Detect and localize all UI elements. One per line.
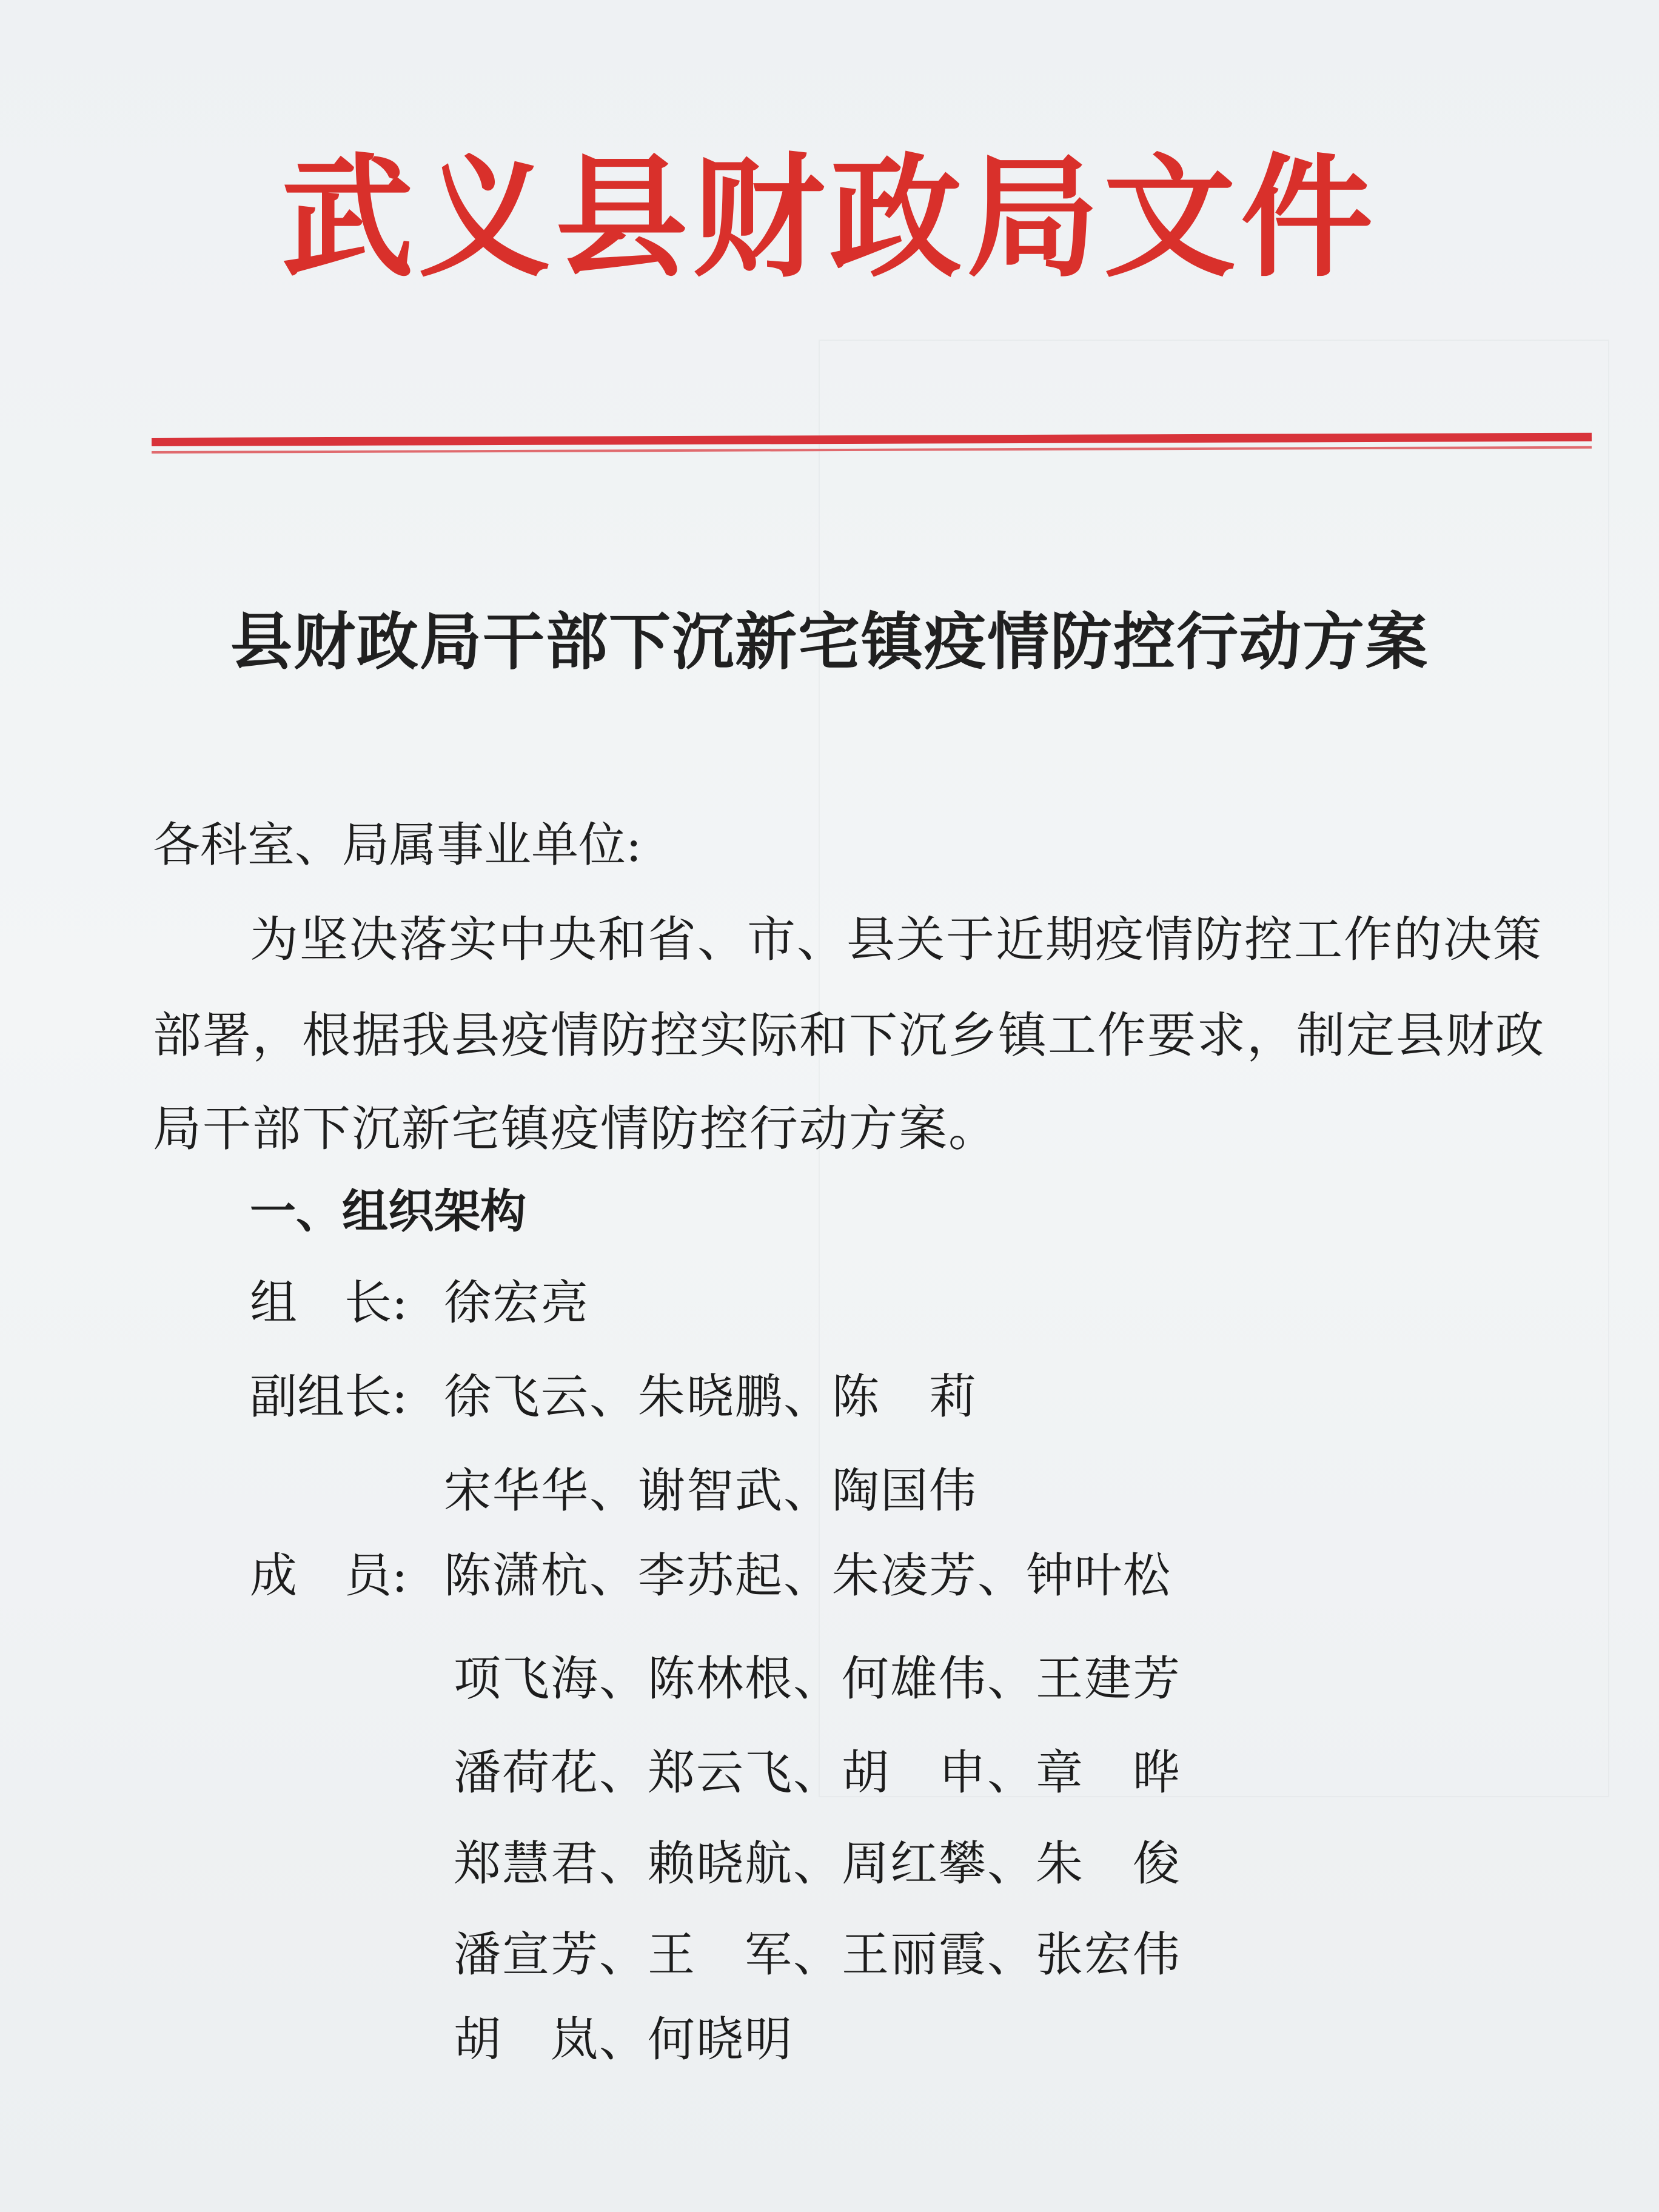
paragraph-line-2: 部署，根据我县疫情防控实际和下沉乡镇工作要求，制定县财政 (153, 1007, 1545, 1064)
salutation: 各科室、局属事业单位: (153, 818, 642, 873)
leader-names: 徐宏亮 (444, 1276, 590, 1330)
deputy-names-line: 宋华华、谢智武、陶国伟 (444, 1464, 978, 1518)
section-heading-organization: 一、组织架构 (250, 1184, 526, 1238)
member-names-line: 潘宣芳、王 军、王丽霞、张宏伟 (454, 1928, 1182, 1982)
leader-label: 组 长: (250, 1276, 408, 1330)
members-label: 成 员: (250, 1549, 408, 1603)
paragraph-line-3: 局干部下沉新宅镇疫情防控行动方案。 (153, 1101, 998, 1157)
member-names-line: 陈潇杭、李苏起、朱凌芳、钟叶松 (444, 1549, 1172, 1603)
deputy-names-line: 徐飞云、朱晓鹏、陈 莉 (444, 1370, 978, 1424)
member-names-line: 胡 岚、何晓明 (454, 2013, 794, 2067)
paragraph-line-1: 为坚决落实中央和省、市、县关于近期疫情防控工作的决策 (250, 911, 1543, 968)
deputy-leader-label: 副组长: (250, 1370, 408, 1424)
member-names-line: 项飞海、陈林根、何雄伟、王建芳 (454, 1652, 1182, 1706)
issuer-header-title: 武义县财政局文件 (281, 140, 1378, 295)
member-names-line: 郑慧君、赖晓航、周红攀、朱 俊 (454, 1837, 1182, 1891)
member-names-line: 潘荷花、郑云飞、胡 申、章 晔 (454, 1746, 1182, 1800)
document-title: 县财政局干部下沉新宅镇疫情防控行动方案 (230, 606, 1429, 679)
